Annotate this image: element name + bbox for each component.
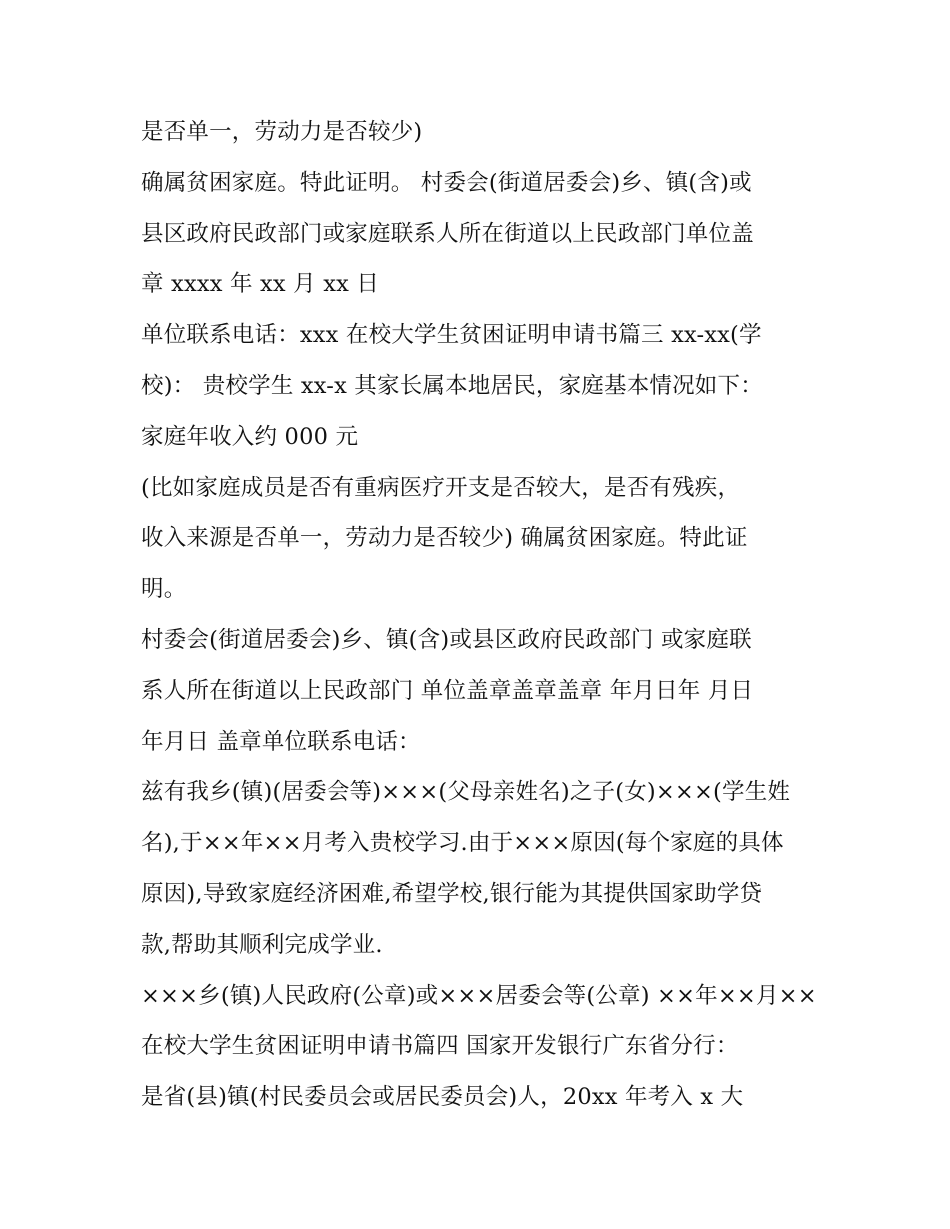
text-line: 原因),导致家庭经济困难,希望学校,银行能为其提供国家助学贷 [141,880,763,907]
text-line: 县区政府民政部门或家庭联系人所在街道以上民政部门单位盖 [141,220,754,247]
text-line: 是省(县)镇(村民委员会或居民委员会)人，20xx 年考入 x 大 [141,1084,744,1111]
text-line: 校)： 贵校学生 xx-x 其家长属本地居民，家庭基本情况如下： [141,372,763,399]
text-line: (比如家庭成员是否有重病医疗开支是否较大，是否有残疾， [141,474,741,501]
text-line: 兹有我乡(镇)(居委会等)×××(父母亲姓名)之子(女)×××(学生姓 [141,779,791,806]
text-line: 村委会(街道居委会)乡、镇(含)或县区政府民政部门 或家庭联 [141,626,752,653]
text-line: 章 xxxx 年 xx 月 xx 日 [141,271,380,298]
text-line: 收入来源是否单一，劳动力是否较少) 确属贫困家庭。特此证 [141,525,748,552]
text-line: 确属贫困家庭。特此证明。 村委会(街道居委会)乡、镇(含)或 [141,169,752,196]
text-line: 单位联系电话：xxx 在校大学生贫困证明申请书篇三 xx-xx(学 [141,322,762,349]
text-line: 明。 [141,576,187,603]
text-line: 在校大学生贫困证明申请书篇四 国家开发银行广东省分行： [141,1033,739,1060]
text-line: ×××乡(镇)人民政府(公章)或×××居委会等(公章) ××年××月×× [141,982,817,1009]
text-line: 是否单一，劳动力是否较少) [141,119,423,145]
text-line: 年月日 盖章单位联系电话： [141,728,421,755]
text-line: 系人所在街道以上民政部门 单位盖章盖章盖章 年月日年 月日 [141,677,754,704]
document-body [141,107,821,1123]
text-line: 款,帮助其顺利完成学业. [141,931,383,958]
text-line: 家庭年收入约 000 元 [141,423,359,450]
text-line: 名),于××年××月考入贵校学习.由于×××原因(每个家庭的具体 [141,830,784,857]
